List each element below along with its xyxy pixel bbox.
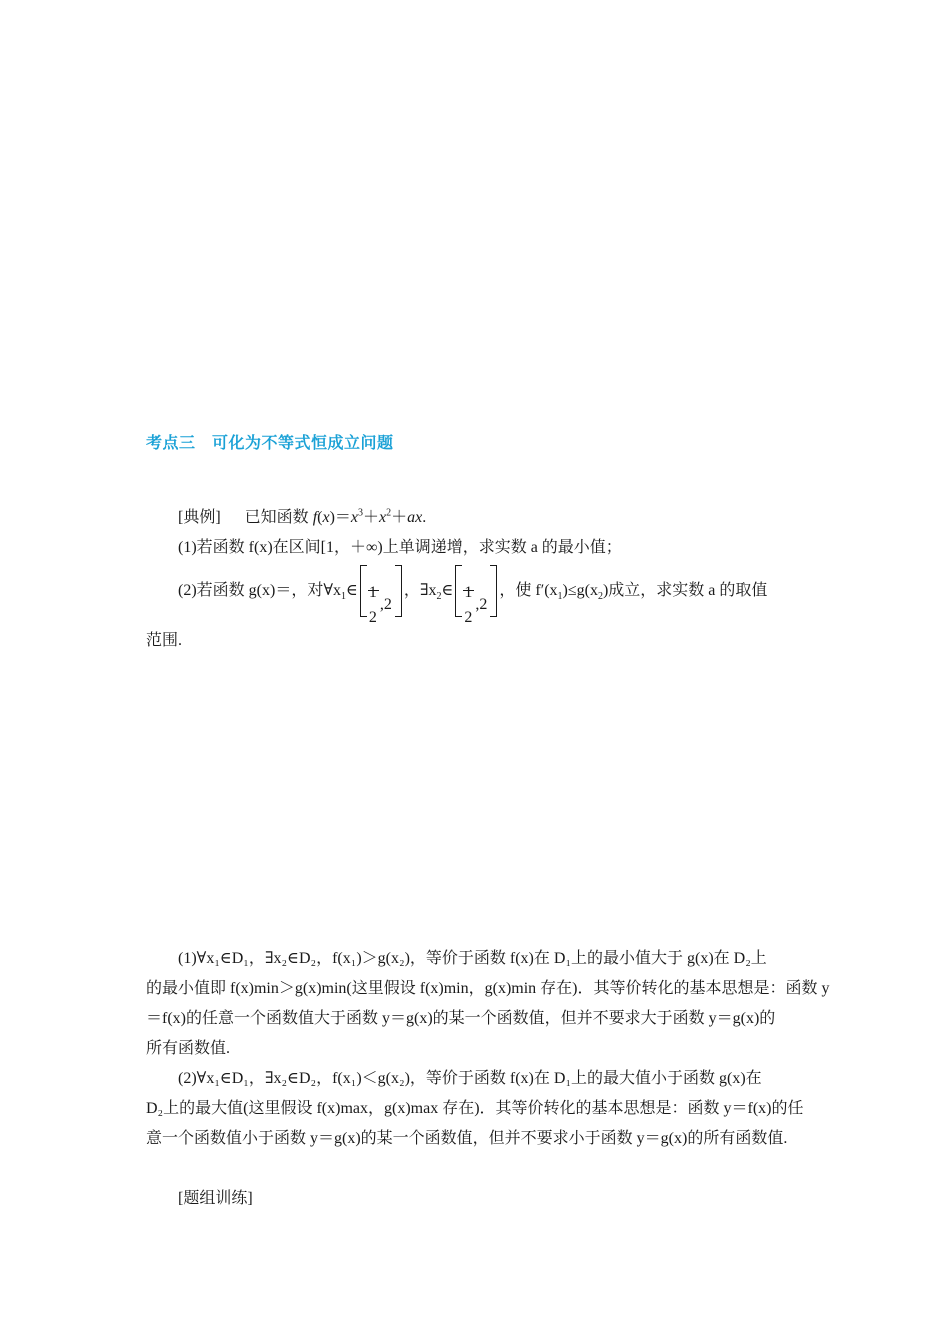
example-header bbox=[146, 505, 846, 531]
note-line-2: 的最小值即 f(x)min＞g(x)min(这里假设 f(x)min，g(x)min 存在)．其等价转化的基本思想是：函数 y bbox=[146, 980, 830, 997]
interval-1-num: 1 bbox=[368, 584, 377, 602]
interval-2-den: 2 bbox=[464, 609, 473, 627]
example-intro: 已知函数 bbox=[244, 509, 309, 526]
interval-1-den: 2 bbox=[368, 609, 377, 627]
interval-1 bbox=[358, 565, 404, 627]
part2-text-f: )≤g(x bbox=[562, 582, 598, 599]
example-part2: (2)若函数 g(x)＝，对$\forall x_1\in$ 1 2 ,2 ，$\exists x_2\in$ 1 2 ,2 ，使 $f'(x_1)\le g(x_2)$成立，求实数 a 的取值 bbox=[146, 565, 846, 621]
part2-text-g: )成立，求实数 a 的取值 bbox=[602, 582, 768, 599]
note-line-7: 意一个函数值小于函数 y＝g(x)的某一个函数值，但并不要求小于函数 y＝g(x)的所有函数值. bbox=[146, 1130, 788, 1147]
part2-text-b: ∈ bbox=[345, 582, 358, 599]
interval-2 bbox=[453, 565, 499, 627]
part2-text-c: ，∃x bbox=[403, 582, 437, 599]
example-part1: (1)若函数 f(x)在区间[1，＋∞)上单调递增，求实数 a 的最小值； bbox=[178, 539, 622, 556]
part2-text-d: ∈ bbox=[441, 582, 454, 599]
note-line-1: (1)∀x₁∈D₁，∃x₂∈D₂，f(x₁)＞g(x₂)，等价于函数 f(x)在 D₁上的最小值大于 g(x)在 D₂上 bbox=[178, 950, 767, 967]
note-line-4: 所有函数值. bbox=[146, 1040, 231, 1057]
example-part2-cont: 范围. bbox=[146, 632, 183, 649]
example-function: $f(x)=x^3+x^2+ax$. bbox=[312, 507, 427, 526]
interval-1-rest: ,2 bbox=[379, 596, 392, 614]
example-tag: [典例] bbox=[178, 509, 221, 526]
section-title: 考点三 可化为不等式恒成立问题 bbox=[146, 433, 394, 452]
note-line-6: D₂上的最大值(这里假设 f(x)max，g(x)max 存在)．其等价转化的基本思想是：函数 y＝f(x)的任 bbox=[146, 1100, 804, 1117]
note-line-5: (2)∀x₁∈D₁，∃x₂∈D₂，f(x₁)＜g(x₂)，等价于函数 f(x)在 D₁上的最大值小于函数 g(x)在 bbox=[178, 1070, 762, 1087]
interval-2-rest: ,2 bbox=[475, 596, 488, 614]
training-tag: [题组训练] bbox=[178, 1190, 253, 1207]
part2-text-e: ，使 f′(x bbox=[499, 582, 558, 599]
interval-2-num: 1 bbox=[464, 584, 473, 602]
part2-text-a: (2)若函数 g(x)＝，对∀x bbox=[178, 582, 341, 599]
note-line-3: ＝f(x)的任意一个函数值大于函数 y＝g(x)的某一个函数值，但并不要求大于函数 y＝g(x)的 bbox=[146, 1010, 776, 1027]
